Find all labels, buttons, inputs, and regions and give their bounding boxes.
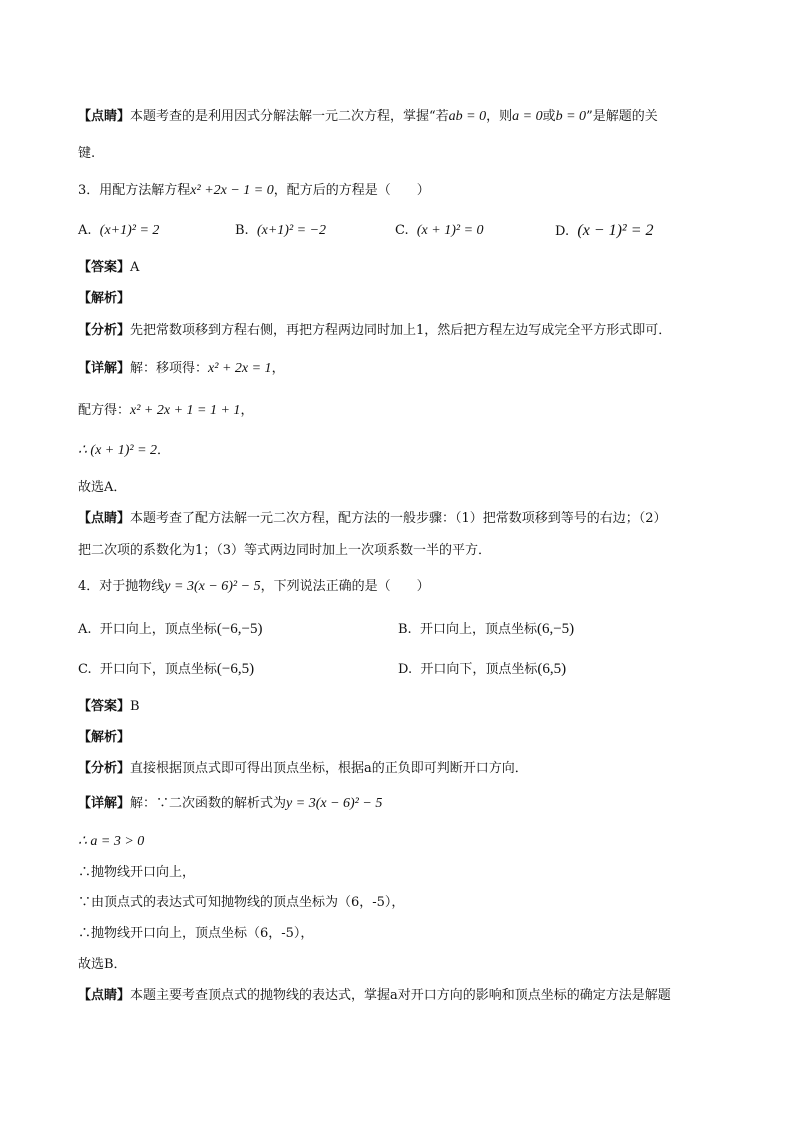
dianjing-tag: 【点睛】 — [78, 511, 131, 526]
text: 把二次项的系数化为1；（3）等式两边同时加上一次项系数一半的平方． — [78, 543, 492, 558]
option-text: 开口向下，顶点坐标 — [420, 662, 538, 677]
math: ∴ (x + 1)² = 2 — [78, 443, 158, 458]
text: ，下列说法正确的是（ ） — [260, 579, 430, 594]
dianjing-tag: 【点睛】 — [78, 988, 131, 1003]
text: 解：∵二次函数的解析式为 — [130, 796, 287, 811]
dianjing-line-2 — [78, 145, 95, 163]
q4-stem — [78, 578, 430, 596]
dianjing-line-1 — [78, 108, 658, 126]
q4-option-a — [78, 620, 262, 639]
equation: y = 3(x − 6)² − 5 — [164, 579, 261, 594]
option-text: 开口向下，顶点坐标 — [99, 662, 217, 677]
text: 或 — [542, 109, 556, 124]
text: 4．对于抛物线 — [78, 579, 165, 594]
text: 故选A． — [78, 480, 127, 495]
q3-dianjing-2 — [78, 542, 491, 560]
text: 直接根据顶点式即可得出顶点坐标，根据a的正负即可判断开口方向． — [130, 761, 528, 776]
option-label: D. — [398, 662, 413, 677]
q4-choose — [78, 956, 127, 974]
dianjing-tag: 【点睛】 — [78, 109, 131, 124]
text: 先把常数项移到方程右侧，再把方程两边同时加上1，然后把方程左边写成完全平方形式即可． — [130, 323, 672, 338]
q3-option-d — [555, 222, 654, 241]
q3-detail — [78, 360, 285, 378]
q3-stem — [78, 182, 430, 200]
analysis-tag: 【解析】 — [78, 730, 131, 745]
q3-fenxi — [78, 322, 671, 340]
math: b = 0 — [555, 109, 587, 124]
q4-step-4 — [78, 894, 404, 912]
fenxi-tag: 【分析】 — [78, 761, 131, 776]
option-math: (6,−5) — [536, 621, 575, 637]
detail-tag: 【详解】 — [78, 361, 131, 376]
text: 本题考查的是利用因式分解法解一元二次方程，掌握“若 — [130, 109, 449, 124]
option-label: B. — [398, 622, 412, 637]
text: ”是解题的关 — [586, 109, 658, 124]
fenxi-tag: 【分析】 — [78, 323, 131, 338]
math: x² + 2x + 1 = 1 + 1 — [130, 403, 241, 418]
text: ， — [271, 361, 285, 376]
q4-step-3 — [78, 864, 195, 882]
option-math: (−6,−5) — [216, 621, 263, 637]
option-math: (x+1)² = 2 — [99, 223, 160, 238]
option-label: C. — [395, 223, 409, 238]
text: 键. — [78, 146, 96, 161]
q3-choose — [78, 479, 126, 497]
option-label: C. — [78, 662, 92, 677]
q3-analysis-tag — [78, 290, 130, 308]
text: 故选B． — [78, 957, 127, 972]
option-math: (x + 1)² = 0 — [416, 223, 484, 238]
answer-value: B — [130, 699, 140, 714]
q4-dianjing-1 — [78, 987, 671, 1005]
q4-option-c — [78, 660, 254, 679]
q4-analysis-tag — [78, 729, 130, 747]
option-label: A. — [78, 223, 92, 238]
text: 配方得： — [78, 403, 131, 418]
text: 本题考查了配方法解一元二次方程，配方法的一般步骤：（1）把常数项移到等号的右边；（2） — [130, 511, 667, 526]
math: y = 3(x − 6)² − 5 — [286, 796, 383, 811]
option-label: D. — [555, 224, 570, 239]
option-math: (−6,5) — [216, 661, 255, 677]
math: ∴ a = 3 > 0 — [78, 834, 145, 849]
q4-answer — [78, 698, 140, 716]
option-math: (x − 1)² = 2 — [577, 222, 654, 239]
answer-tag: 【答案】 — [78, 699, 131, 714]
q3-option-b — [235, 222, 326, 240]
option-math: (6,5) — [537, 661, 567, 677]
q4-fenxi — [78, 760, 528, 778]
text: ， — [240, 403, 254, 418]
option-text: 开口向上，顶点坐标 — [419, 622, 537, 637]
option-label: A. — [78, 622, 92, 637]
q3-answer — [78, 259, 139, 277]
detail-tag: 【详解】 — [78, 796, 131, 811]
q3-option-c — [395, 222, 484, 240]
text: ，则 — [486, 109, 513, 124]
q3-step-3 — [78, 442, 170, 460]
text: ∴抛物线开口向上，顶点坐标（6，-5）， — [78, 926, 314, 941]
answer-tag: 【答案】 — [78, 260, 131, 275]
text: ． — [157, 443, 171, 458]
text: 解：移项得： — [130, 361, 209, 376]
equation: x² +2x − 1 = 0 — [190, 183, 274, 198]
math: x² + 2x = 1 — [208, 361, 272, 376]
answer-value: A — [130, 260, 140, 275]
option-label: B. — [235, 223, 249, 238]
text: ，配方后的方程是（ ） — [273, 183, 430, 198]
q4-option-d — [398, 660, 566, 679]
text: 3．用配方法解方程 — [78, 183, 191, 198]
text: 本题主要考查顶点式的抛物线的表达式，掌握a对开口方向的影响和顶点坐标的确定方法是解题 — [130, 988, 671, 1003]
q3-option-a — [78, 222, 159, 240]
text: ∴抛物线开口向上， — [78, 865, 196, 880]
q3-dianjing-1 — [78, 510, 667, 528]
q4-option-b — [398, 620, 574, 639]
option-text: 开口向上，顶点坐标 — [99, 622, 217, 637]
math: a = 0 — [512, 109, 543, 124]
analysis-tag: 【解析】 — [78, 291, 131, 306]
q4-step-2 — [78, 833, 144, 851]
q3-step-2 — [78, 402, 253, 420]
text: ∵由顶点式的表达式可知抛物线的顶点坐标为（6，-5）， — [78, 895, 405, 910]
q4-detail — [78, 795, 382, 813]
q4-step-5 — [78, 925, 313, 943]
option-math: (x+1)² = −2 — [256, 223, 327, 238]
math: ab = 0 — [448, 109, 487, 124]
